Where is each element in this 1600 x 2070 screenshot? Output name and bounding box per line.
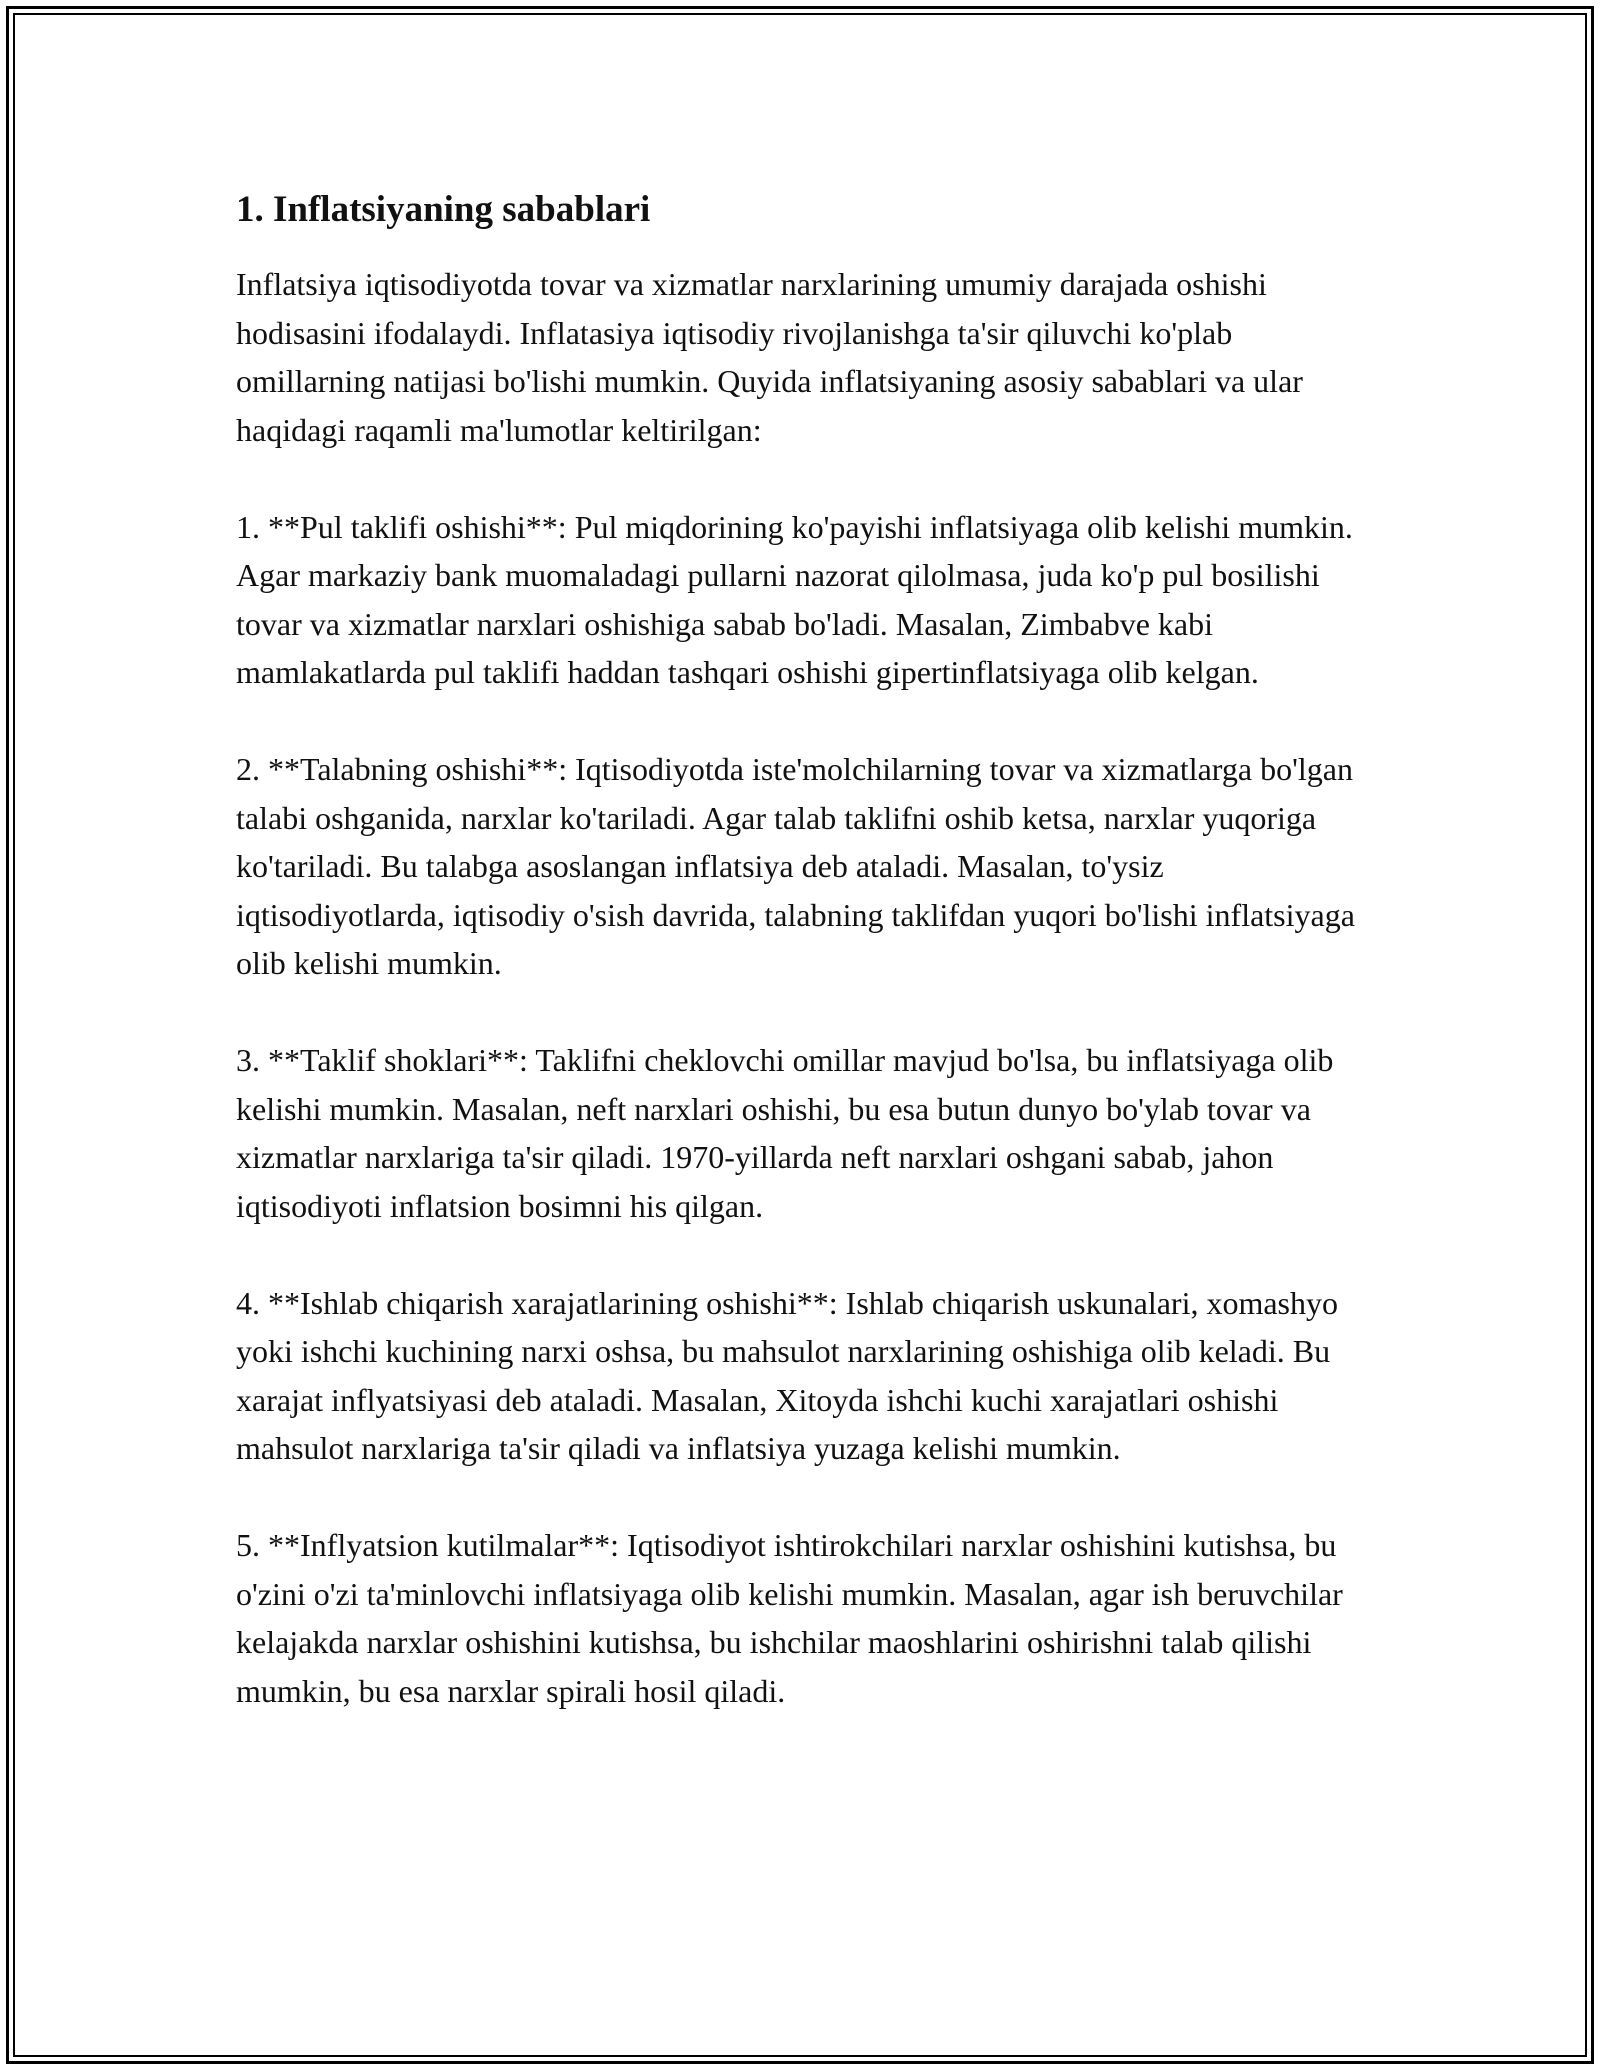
cause-paragraph-demand: 2. **Talabning oshishi**: Iqtisodiyotda iste'molchilarning tovar va xizmatlarga bo'lgan talabi oshganida, narxlar ko'tariladi. Agar talab taklifni oshib ketsa, narxlar yuqoriga ko'tariladi. Bu talabga asoslangan inflatsiya deb ataladi. Masalan, to'ysiz iqtisodiyotlarda, iqtisodiy o'sish davrida, talabning taklifdan yuqori bo'lishi inflatsiyaga olib kelishi mumkin. [236, 751, 1355, 981]
cause-paragraph-supply-shocks: 3. **Taklif shoklari**: Taklifni cheklovchi omillar mavjud bo'lsa, bu inflatsiyaga olib kelishi mumkin. Masalan, neft narxlari oshishi, bu esa butun dunyo bo'ylab tovar va xizmatlar narxlariga ta'sir qiladi. 1970-yillarda neft narxlari oshgani sabab, jahon iqtisodiyoti inflatsion bosimni his qilgan. [236, 1042, 1334, 1224]
document-body [236, 186, 1376, 1715]
cause-paragraph-production-costs: 4. **Ishlab chiqarish xarajatlarining oshishi**: Ishlab chiqarish uskunalari, xomashyo yoki ishchi kuchining narxi oshsa, bu mahsulot narxlarining oshishiga olib keladi. Bu xarajat inflyatsiyasi deb ataladi. Masalan, Xitoyda ishchi kuchi xarajatlari oshishi mahsulot narxlariga ta'sir qiladi va inflatsiya yuzaga kelishi mumkin. [236, 1284, 1338, 1466]
cause-paragraph-expectations: 5. **Inflyatsion kutilmalar**: Iqtisodiyot ishtirokchilari narxlar oshishini kutishsa, bu o'zini o'zi ta'minlovchi inflatsiyaga olib kelishi mumkin. Masalan, agar ish beruvchilar kelajakda narxlar oshishini kutishsa, bu ishchilar maoshlarini oshirishni talab qilishi mumkin, bu esa narxlar spirali hosil qiladi. [236, 1527, 1343, 1709]
document-title: 1. Inflatsiyaning sabablari [236, 189, 651, 230]
cause-paragraph-money-supply: 1. **Pul taklifi oshishi**: Pul miqdorining ko'payishi inflatsiyaga olib kelishi mumkin. Agar markaziy bank muomaladagi pullarni nazorat qilolmasa, juda ko'p pul bosilishi tovar va xizmatlar narxlari oshishiga sabab bo'ladi. Masalan, Zimbabve kabi mamlakatlarda pul taklifi haddan tashqari oshishi gipertinflatsiyaga olib kelgan. [236, 508, 1353, 690]
intro-paragraph: Inflatsiya iqtisodiyotda tovar va xizmatlar narxlarining umumiy darajada oshishi hodisasini ifodalaydi. Inflatasiya iqtisodiy rivojlanishga ta'sir qiluvchi ko'plab omillarning natijasi bo'lishi mumkin. Quyida inflatsiyaning asosiy sabablari va ular haqidagi raqamli ma'lumotlar keltirilgan: [236, 266, 1303, 448]
